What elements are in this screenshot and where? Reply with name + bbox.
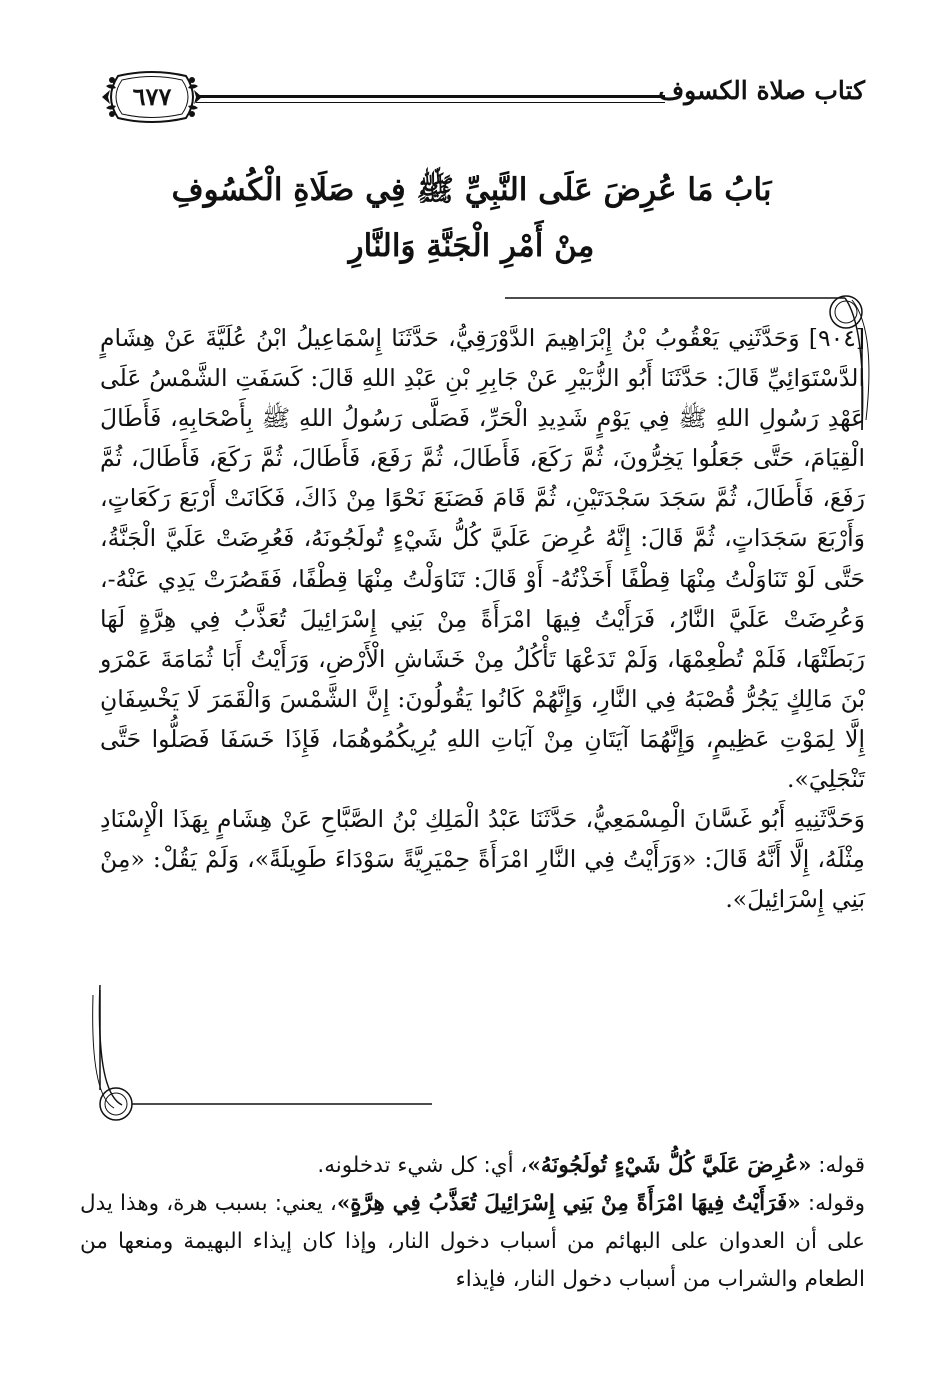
chapter-title-line-2: مِنْ أَمْرِ الْجَنَّةِ وَالنَّارِ bbox=[348, 228, 595, 264]
commentary-1-quote: «عُرِضَ عَلَيَّ كُلُّ شَيْءٍ تُولَجُونَهُ» bbox=[527, 1153, 812, 1178]
commentary-2-quote: «فَرَأَيْتُ فِيهَا امْرَأَةً مِنْ بَنِي إِسْرَائِيلَ تُعَذَّبُ فِي هِرَّةٍ» bbox=[336, 1191, 801, 1216]
commentary-1-prefix: قوله: bbox=[811, 1153, 865, 1178]
book-title: كتاب صلاة الكسوف bbox=[658, 76, 865, 105]
hadith-main-paragraph: [٩٠٤] وَحَدَّثَنِي يَعْقُوبُ بْنُ إِبْرَاهِيمَ الدَّوْرَقِيُّ، حَدَّثَنَا إِسْمَاعِيلُ ابْنُ عُلَيَّةَ عَنْ هِشَامٍ الدَّسْتَوَائِيِّ قَالَ: حَدَّثَنَا أَبُو الزُّبَيْرِ عَنْ جَابِرِ بْنِ عَبْدِ اللهِ قَالَ: كَسَفَتِ الشَّمْسُ عَلَى عَهْدِ رَسُولِ اللهِ ﷺ فِي يَوْمٍ شَدِيدِ الْحَرِّ، فَصَلَّى رَسُولُ اللهِ ﷺ بِأَصْحَابِهِ، فَأَطَالَ الْقِيَامَ، حَتَّى جَعَلُوا يَخِرُّونَ، ثُمَّ رَكَعَ، فَأَطَالَ، ثُمَّ رَفَعَ، فَأَطَالَ، ثُمَّ رَكَعَ، فَأَطَالَ، ثُمَّ رَفَعَ، فَأَطَالَ، ثُمَّ سَجَدَ سَجْدَتَيْنِ، ثُمَّ قَامَ فَصَنَعَ نَحْوًا مِنْ ذَاكَ، فَكَانَتْ أَرْبَعَ رَكَعَاتٍ، وَأَرْبَعَ سَجَدَاتٍ، ثُمَّ قَالَ: إِنَّهُ عُرِضَ عَلَيَّ كُلُّ شَيْءٍ تُولَجُونَهُ، فَعُرِضَتْ عَلَيَّ الْجَنَّةُ، حَتَّى لَوْ تَنَاوَلْتُ مِنْهَا قِطْفًا أَخَذْتُهُ- أَوْ قَالَ: تَنَاوَلْتُ مِنْهَا قِطْفًا، فَقَصُرَتْ يَدِي عَنْهُ-، وَعُرِضَتْ عَلَيَّ النَّارُ، فَرَأَيْتُ فِيهَا امْرَأَةً مِنْ بَنِي إِسْرَائِيلَ تُعَذَّبُ فِي هِرَّةٍ لَهَا رَبَطَتْهَا، فَلَمْ تُطْعِمْهَا، وَلَمْ تَدَعْهَا تَأْكُلُ مِنْ خَشَاشِ الْأَرْضِ، وَرَأَيْتُ أَبَا ثُمَامَةَ عَمْرَو بْنَ مَالِكٍ يَجُرُّ قُصْبَهُ فِي النَّارِ، وَإِنَّهُمْ كَانُوا يَقُولُونَ: إِنَّ الشَّمْسَ وَالْقَمَرَ لَا يَخْسِفَانِ إِلَّا لِمَوْتِ عَظِيمٍ، وَإِنَّهُمَا آيَتَانِ مِنْ آيَاتِ اللهِ يُرِيكُمُوهُمَا، فَإِذَا خَسَفَا فَصَلُّوا حَتَّى تَنْجَلِيَ». bbox=[100, 324, 866, 794]
commentary-2-rest: ، يعني: بسبب هرة، وهذا يدل على أن العدوان على البهائم من أسباب دخول النار، وإذا كان إيذاء البهيمة ومنعها من الطعام والشراب من أسباب دخول النار، فإيذاء bbox=[80, 1191, 865, 1292]
commentary-block bbox=[80, 1147, 865, 1299]
hadith-second-chain-paragraph: وَحَدَّثَنِيهِ أَبُو غَسَّانَ الْمِسْمَعِيُّ، حَدَّثَنَا عَبْدُ الْمَلِكِ بْنُ الصَّبَّاحِ عَنْ هِشَامٍ بِهَذَا الْإِسْنَادِ مِثْلَهُ، إِلَّا أَنَّهُ قَالَ: «وَرَأَيْتُ فِي النَّارِ امْرَأَةً حِمْيَرِيَّةً سَوْدَاءَ طَوِيلَةً»، وَلَمْ يَقُلْ: «مِنْ بَنِي إِسْرَائِيلَ». bbox=[100, 805, 865, 914]
commentary-paragraph-1 bbox=[80, 1147, 865, 1185]
commentary-1-rest: ، أي: كل شيء تدخلونه. bbox=[317, 1153, 528, 1178]
chapter-title-line-1: بَابُ مَا عُرِضَ عَلَى النَّبِيِّ ﷺ فِي صَلَاةِ الْكُسُوفِ bbox=[171, 172, 772, 208]
commentary-2-prefix: وقوله: bbox=[800, 1191, 865, 1216]
hadith-text-block bbox=[100, 318, 865, 919]
page-number: ٦٧٧ bbox=[132, 82, 172, 111]
commentary-paragraph-2 bbox=[80, 1185, 865, 1299]
